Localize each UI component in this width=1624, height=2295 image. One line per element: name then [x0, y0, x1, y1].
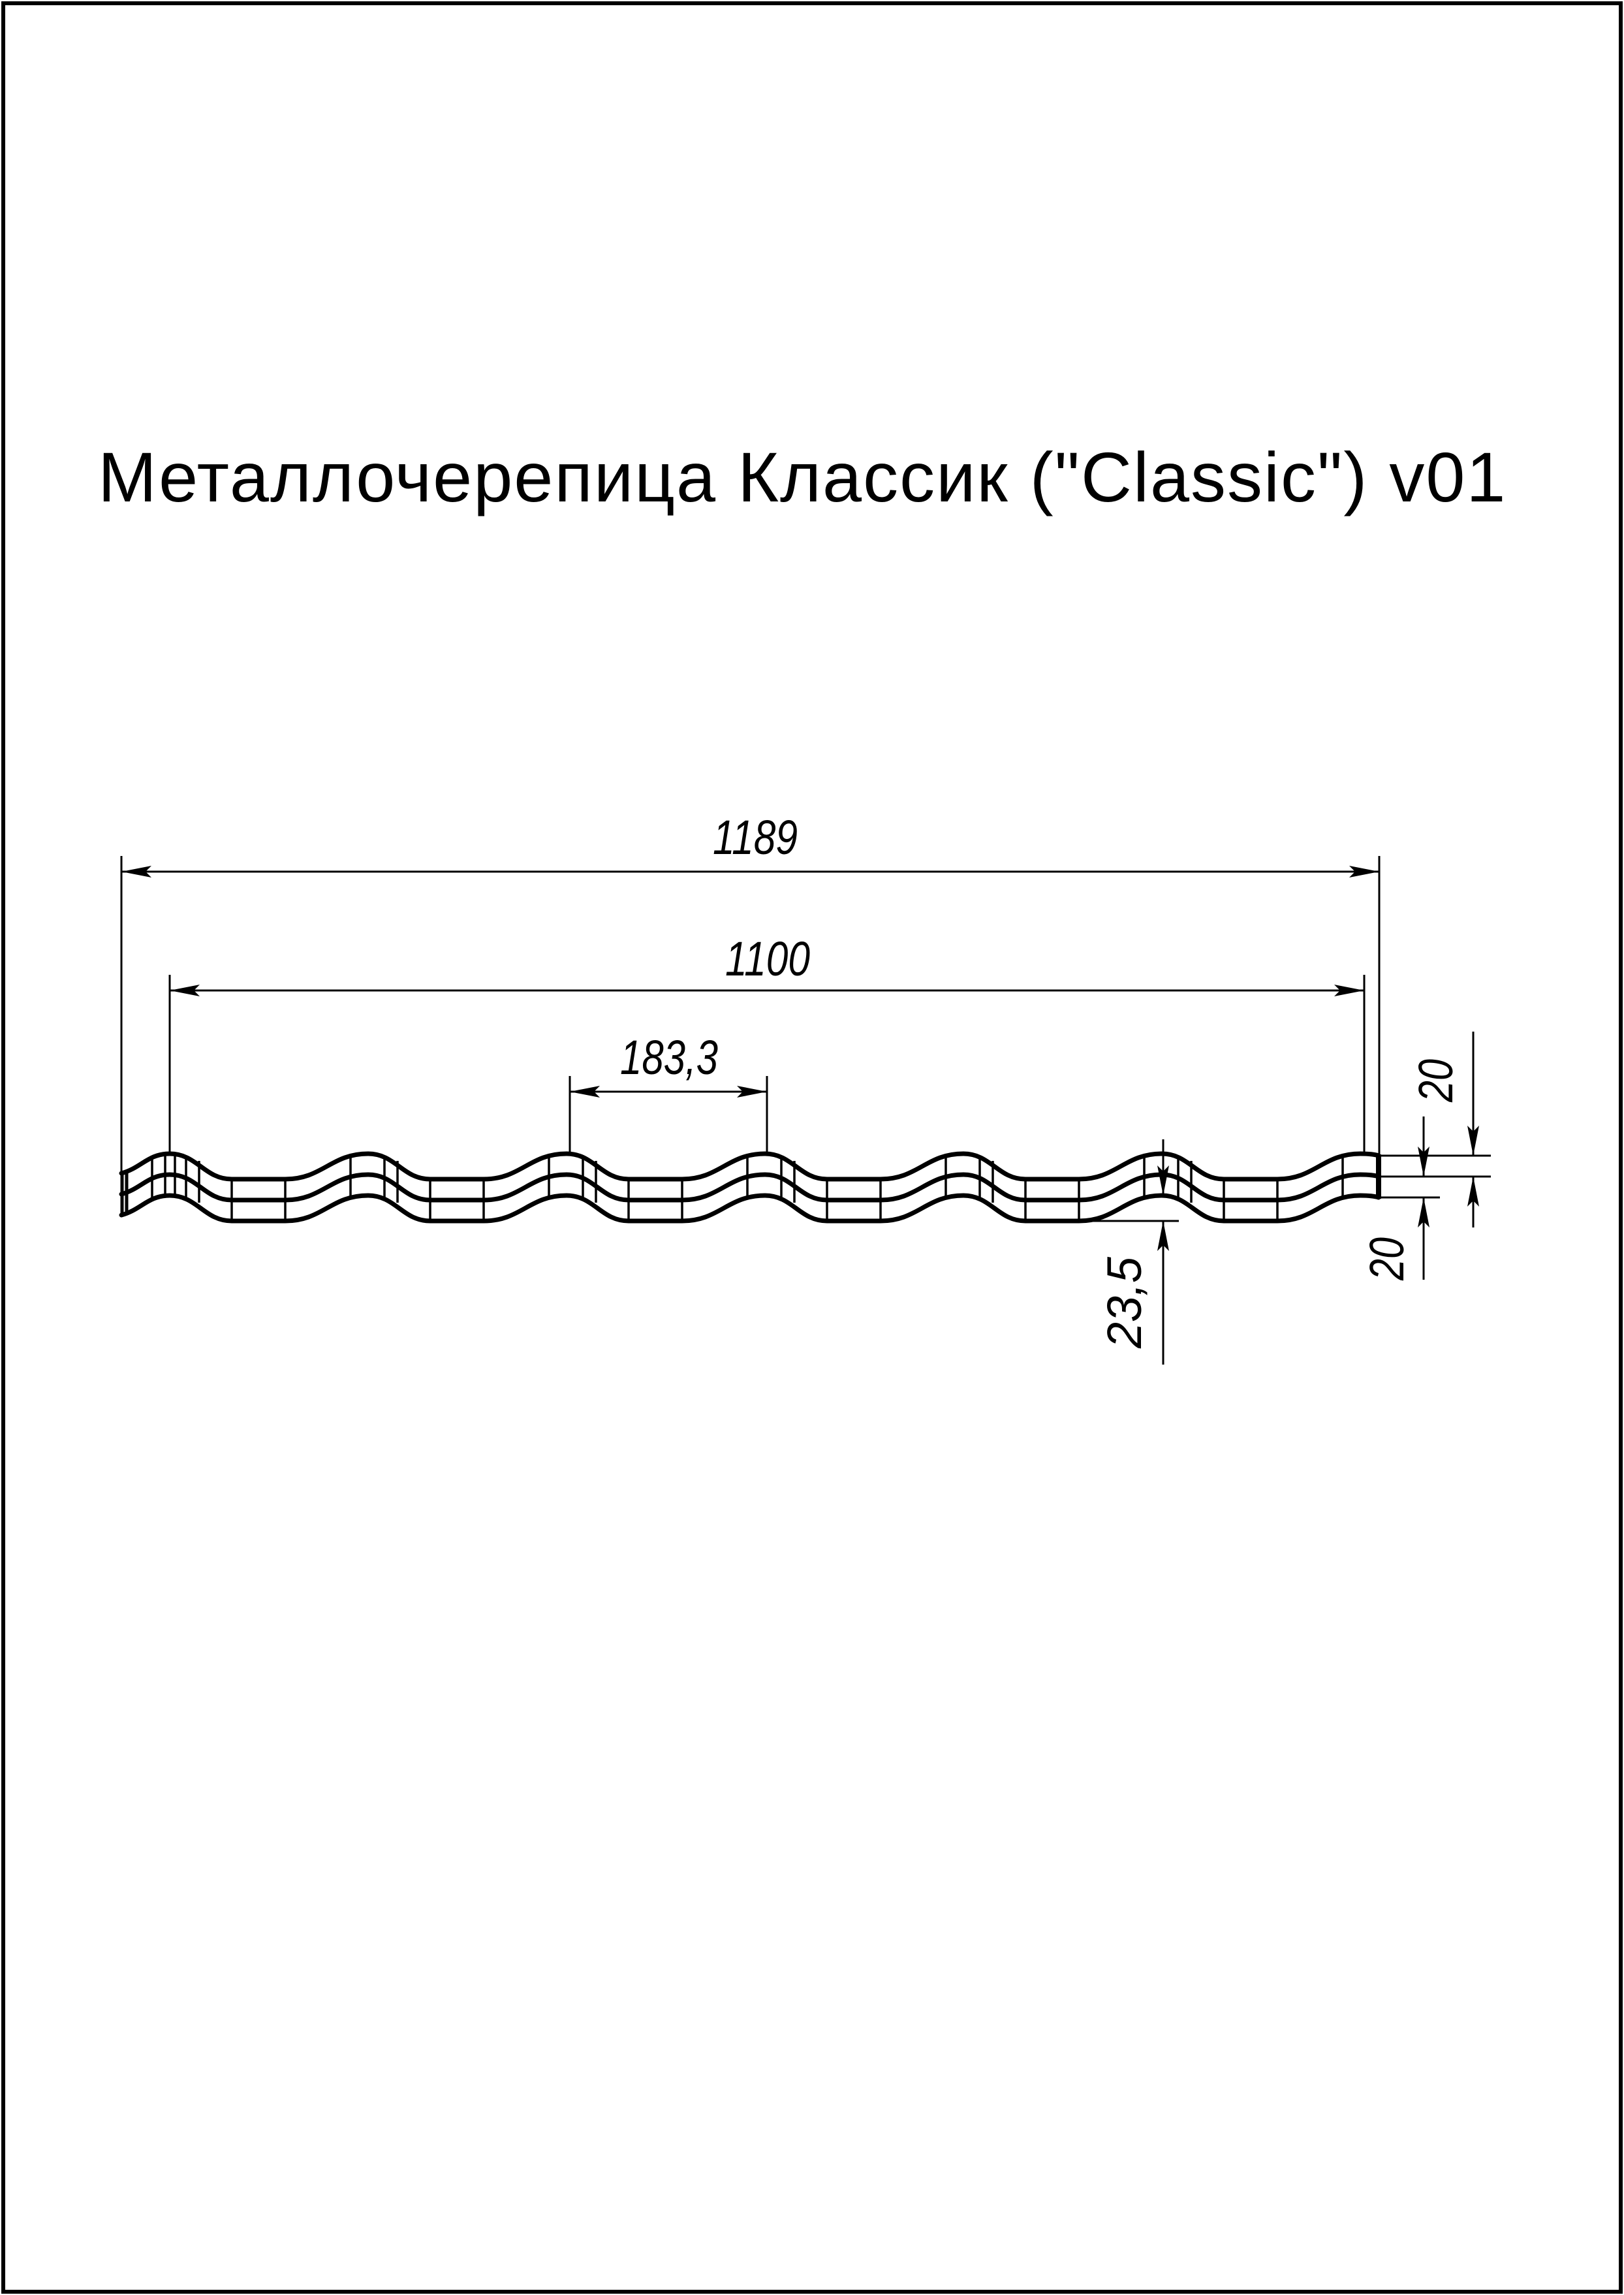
dim-20-lower-label: 20 [1360, 1226, 1414, 1280]
drawing-title: Металлочерепица Классик ("Classic") v01 [98, 437, 1507, 516]
dim-1189-label: 1189 [713, 810, 798, 864]
profile-bottom-line [121, 1195, 1379, 1221]
dim-183-extension-lines [570, 1076, 767, 1156]
dim-1189-extension-lines [121, 856, 1379, 1173]
dim-20-upper-label: 20 [1409, 1048, 1463, 1102]
tile-profile [121, 1154, 1379, 1221]
dimension-arrows [121, 866, 1479, 1251]
dim-183-label: 183,3 [620, 1030, 718, 1084]
dim-235-label: 23,5 [1097, 1254, 1151, 1348]
dim-1100-label: 1100 [725, 932, 810, 986]
